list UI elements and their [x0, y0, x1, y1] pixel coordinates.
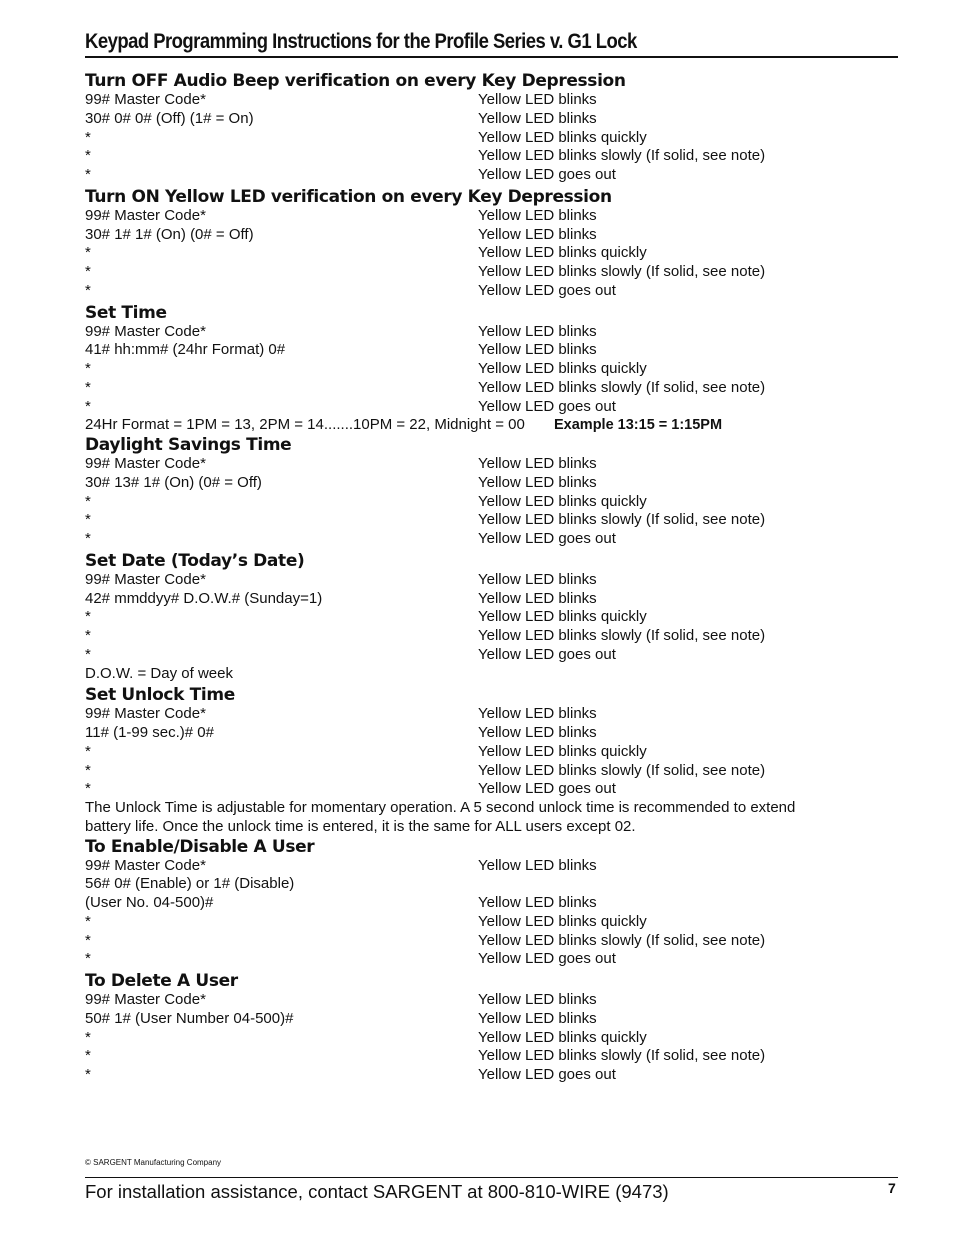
copyright-notice: © SARGENT Manufacturing Company — [85, 1158, 222, 1167]
step-row — [85, 511, 900, 530]
led-response: Yellow LED blinks — [478, 589, 597, 607]
step-row — [85, 646, 900, 665]
led-response: Yellow LED goes out — [478, 397, 616, 415]
step-row — [85, 129, 900, 148]
led-response: Yellow LED blinks quickly — [478, 128, 647, 146]
step-row — [85, 147, 900, 166]
section-heading: Set Unlock Time — [85, 685, 235, 706]
step-row — [85, 627, 900, 646]
keypad-entry: 99# Master Code* — [85, 570, 206, 588]
step-row — [85, 1010, 900, 1029]
step-row — [85, 263, 900, 282]
keypad-entry: * — [85, 378, 91, 396]
led-response: Yellow LED goes out — [478, 166, 616, 183]
keypad-entry: 30# 1# 1# (On) (0# = Off) — [85, 225, 254, 243]
keypad-entry: * — [85, 780, 91, 798]
led-response: Yellow LED blinks — [478, 570, 597, 588]
keypad-entry: 99# Master Code* — [85, 91, 206, 108]
keypad-entry: * — [85, 263, 91, 280]
step-row — [85, 991, 900, 1010]
section — [85, 435, 900, 549]
keypad-entry: * — [85, 244, 91, 262]
keypad-entry: * — [85, 1047, 91, 1065]
led-response: Yellow LED blinks — [478, 856, 597, 874]
section — [85, 971, 900, 1085]
step-row — [85, 455, 900, 474]
step-row — [85, 705, 900, 724]
keypad-entry: * — [85, 281, 91, 299]
keypad-entry: 99# Master Code* — [85, 322, 206, 340]
section-heading: Set Time — [85, 302, 167, 323]
step-row — [85, 875, 900, 894]
keypad-entry: * — [85, 128, 91, 146]
step-row — [85, 780, 900, 799]
section-note: battery life. Once the unlock time is entered, it is the same for ALL users except 02. — [85, 817, 636, 835]
keypad-entry: * — [85, 530, 91, 547]
step-row — [85, 608, 900, 627]
keypad-entry: * — [85, 627, 91, 644]
keypad-entry: * — [85, 511, 91, 529]
led-response: Yellow LED blinks — [478, 705, 597, 723]
title-divider — [85, 56, 898, 58]
led-response: Yellow LED blinks quickly — [478, 1028, 647, 1046]
step-row — [85, 894, 900, 913]
keypad-entry: 99# Master Code* — [85, 705, 206, 723]
led-response: Yellow LED blinks quickly — [478, 360, 647, 377]
step-row — [85, 91, 900, 110]
support-contact: For installation assistance, contact SARGENT at 800-810-WIRE (9473) — [85, 1181, 669, 1202]
keypad-entry: 11# (1-99 sec.)# 0# — [85, 724, 214, 741]
led-response: Yellow LED blinks — [478, 109, 597, 127]
led-response: Yellow LED blinks quickly — [478, 608, 647, 626]
step-row — [85, 724, 900, 743]
step-row — [85, 530, 900, 549]
keypad-entry: * — [85, 1066, 91, 1083]
step-row — [85, 571, 900, 590]
keypad-entry: 56# 0# (Enable) or 1# (Disable) — [85, 875, 295, 893]
step-row — [85, 493, 900, 512]
section — [85, 303, 900, 436]
keypad-entry: * — [85, 1028, 91, 1046]
step-row — [85, 932, 900, 951]
step-row — [85, 398, 900, 417]
step-row — [85, 282, 900, 301]
step-row — [85, 743, 900, 762]
section-heading: Set Date (Today’s Date) — [85, 550, 305, 571]
led-response: Yellow LED blinks slowly (If solid, see note) — [478, 627, 766, 644]
keypad-entry: * — [85, 608, 91, 626]
led-response: Yellow LED blinks slowly (If solid, see note) — [478, 511, 766, 529]
led-response: Yellow LED blinks — [478, 455, 597, 472]
led-response: Yellow LED blinks — [478, 894, 597, 911]
led-response: Yellow LED blinks slowly (If solid, see note) — [478, 761, 766, 779]
led-response: Yellow LED goes out — [478, 281, 616, 299]
keypad-entry: 99# Master Code* — [85, 455, 206, 472]
step-row — [85, 1029, 900, 1048]
keypad-entry: * — [85, 742, 91, 760]
section-heading: To Enable/Disable A User — [85, 836, 315, 857]
led-response: Yellow LED blinks — [478, 473, 597, 491]
page-number: 7 — [888, 1180, 896, 1196]
step-row — [85, 1047, 900, 1066]
led-response: Yellow LED goes out — [478, 780, 616, 798]
footer-divider — [85, 1177, 898, 1178]
led-response: Yellow LED blinks — [478, 341, 597, 359]
led-response: Yellow LED blinks — [478, 225, 597, 243]
led-response: Yellow LED blinks — [478, 91, 597, 108]
keypad-entry: * — [85, 645, 91, 663]
led-response: Yellow LED goes out — [478, 950, 616, 968]
led-response: Yellow LED blinks — [478, 206, 597, 224]
step-row — [85, 379, 900, 398]
keypad-entry: 99# Master Code* — [85, 856, 206, 874]
step-row — [85, 110, 900, 129]
step-row — [85, 857, 900, 876]
section — [85, 187, 900, 301]
keypad-entry: 42# mmddyy# D.O.W.# (Sunday=1) — [85, 589, 323, 607]
section — [85, 71, 900, 185]
step-row — [85, 590, 900, 609]
led-response: Yellow LED blinks quickly — [478, 742, 647, 760]
led-response: Yellow LED blinks quickly — [478, 492, 647, 510]
section — [85, 685, 900, 836]
led-response: Yellow LED blinks slowly (If solid, see note) — [478, 931, 766, 949]
led-response: Yellow LED blinks — [478, 1009, 597, 1027]
keypad-entry: * — [85, 761, 91, 779]
step-row — [85, 762, 900, 781]
keypad-entry: * — [85, 166, 91, 183]
keypad-entry: * — [85, 360, 91, 377]
keypad-entry: 50# 1# (User Number 04-500)# — [85, 1009, 294, 1027]
keypad-entry: 41# hh:mm# (24hr Format) 0# — [85, 341, 286, 359]
keypad-entry: * — [85, 912, 91, 930]
led-response: Yellow LED goes out — [478, 645, 616, 663]
step-row — [85, 950, 900, 969]
led-response: Yellow LED blinks slowly (If solid, see note) — [478, 263, 766, 280]
step-row — [85, 360, 900, 379]
keypad-entry: * — [85, 147, 91, 165]
section-heading: Turn OFF Audio Beep verification on every Key Depression — [85, 71, 626, 91]
led-response: Yellow LED goes out — [478, 1066, 616, 1083]
led-response: Yellow LED blinks slowly (If solid, see note) — [478, 1047, 766, 1065]
led-response: Yellow LED blinks slowly (If solid, see note) — [478, 147, 766, 165]
example-note: Example 13:15 = 1:15PM — [554, 417, 723, 434]
section-heading: Turn ON Yellow LED verification on every Key Depression — [85, 186, 612, 207]
keypad-entry: * — [85, 492, 91, 510]
step-row — [85, 1066, 900, 1085]
step-row — [85, 244, 900, 263]
section-note: D.O.W. = Day of week — [85, 664, 233, 682]
led-response: Yellow LED blinks slowly (If solid, see note) — [478, 378, 766, 396]
led-response: Yellow LED blinks — [478, 724, 597, 741]
section — [85, 551, 900, 684]
instructions-content — [85, 71, 900, 1085]
led-response: Yellow LED blinks quickly — [478, 912, 647, 930]
keypad-entry: 30# 0# 0# (Off) (1# = On) — [85, 109, 254, 127]
led-response: Yellow LED blinks quickly — [478, 244, 647, 262]
step-row — [85, 207, 900, 226]
section — [85, 837, 900, 970]
led-response: Yellow LED goes out — [478, 530, 616, 547]
keypad-entry: * — [85, 950, 91, 968]
keypad-entry: 99# Master Code* — [85, 991, 206, 1008]
section-note: The Unlock Time is adjustable for momentary operation. A 5 second unlock time is recommended to extend — [85, 799, 796, 816]
keypad-entry: 99# Master Code* — [85, 206, 206, 224]
section-heading: To Delete A User — [85, 971, 238, 991]
page-title: Keypad Programming Instructions for the Profile Series v. G1 Lock — [85, 30, 637, 53]
keypad-entry: 24Hr Format = 1PM = 13, 2PM = 14.......10PM = 22, Midnight = 00 — [85, 416, 525, 434]
section-heading: Daylight Savings Time — [85, 435, 292, 455]
step-row — [85, 341, 900, 360]
keypad-entry: 30# 13# 1# (On) (0# = Off) — [85, 473, 262, 491]
step-row — [85, 166, 900, 185]
step-row — [85, 226, 900, 245]
keypad-entry: * — [85, 931, 91, 949]
led-response: Yellow LED blinks — [478, 991, 597, 1008]
step-row — [85, 416, 900, 435]
step-row — [85, 474, 900, 493]
step-row — [85, 913, 900, 932]
led-response: Yellow LED blinks — [478, 322, 597, 340]
keypad-entry: (User No. 04-500)# — [85, 894, 214, 911]
step-row — [85, 323, 900, 342]
keypad-entry: * — [85, 397, 91, 415]
